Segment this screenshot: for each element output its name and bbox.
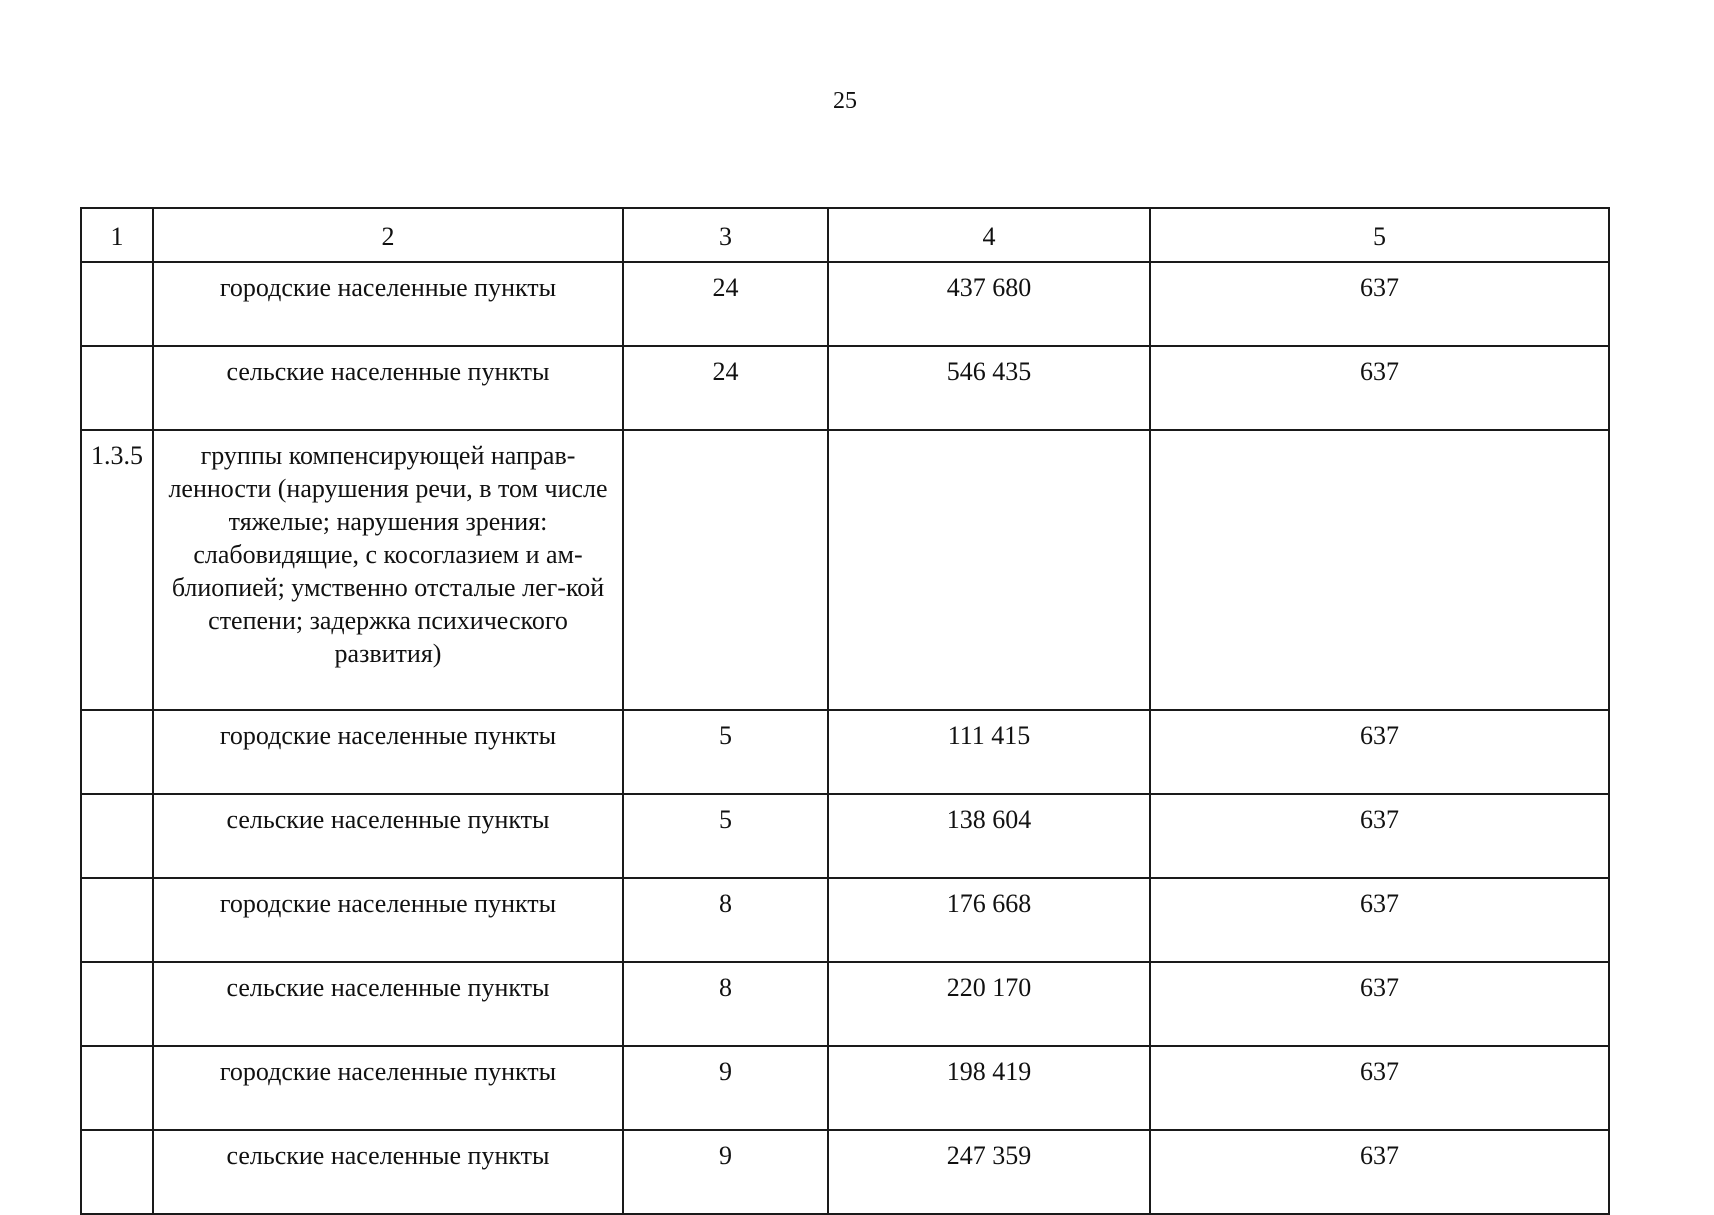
row-col-4: 437 680: [828, 262, 1150, 346]
row-description: городские населенные пункты: [153, 1046, 623, 1130]
table-row-group: [81, 430, 1609, 710]
row-number: [81, 962, 153, 1046]
row-col-3: 9: [623, 1046, 828, 1130]
row-col-3: 5: [623, 794, 828, 878]
table-row: [81, 262, 1609, 346]
row-col-5: 637: [1150, 346, 1609, 430]
row-description: городские населенные пункты: [153, 878, 623, 962]
row-col-3: 8: [623, 962, 828, 1046]
row-col-4: 111 415: [828, 710, 1150, 794]
row-number: [81, 262, 153, 346]
row-col-3: 8: [623, 878, 828, 962]
row-col-5: 637: [1150, 1130, 1609, 1214]
row-col-5: [1150, 430, 1609, 710]
data-table: [80, 207, 1610, 1215]
row-col-4: 247 359: [828, 1130, 1150, 1214]
row-col-5: 637: [1150, 262, 1609, 346]
table-header-row: [81, 208, 1609, 262]
row-col-3: [623, 430, 828, 710]
row-col-4: 138 604: [828, 794, 1150, 878]
row-description: сельские населенные пункты: [153, 794, 623, 878]
table-row: [81, 878, 1609, 962]
row-number: [81, 346, 153, 430]
table-row: [81, 962, 1609, 1046]
row-number: [81, 1130, 153, 1214]
table-row: [81, 346, 1609, 430]
header-cell-5: 5: [1150, 208, 1609, 262]
row-col-5: 637: [1150, 1046, 1609, 1130]
row-col-3: 24: [623, 346, 828, 430]
row-col-5: 637: [1150, 710, 1609, 794]
row-number: [81, 878, 153, 962]
row-col-4: [828, 430, 1150, 710]
row-col-4: 546 435: [828, 346, 1150, 430]
table-row: [81, 710, 1609, 794]
header-cell-2: 2: [153, 208, 623, 262]
row-description: городские населенные пункты: [153, 262, 623, 346]
row-description: сельские населенные пункты: [153, 962, 623, 1046]
row-col-4: 198 419: [828, 1046, 1150, 1130]
header-cell-3: 3: [623, 208, 828, 262]
row-col-5: 637: [1150, 794, 1609, 878]
row-number: [81, 794, 153, 878]
row-col-5: 637: [1150, 878, 1609, 962]
table-row: [81, 1130, 1609, 1214]
row-description: городские населенные пункты: [153, 710, 623, 794]
header-cell-4: 4: [828, 208, 1150, 262]
page-number: 25: [833, 88, 857, 114]
row-col-3: 9: [623, 1130, 828, 1214]
row-number: 1.3.5: [81, 430, 153, 710]
table-row: [81, 1046, 1609, 1130]
header-cell-1: 1: [81, 208, 153, 262]
table-row: [81, 794, 1609, 878]
row-col-5: 637: [1150, 962, 1609, 1046]
row-number: [81, 1046, 153, 1130]
row-col-4: 176 668: [828, 878, 1150, 962]
row-description: сельские населенные пункты: [153, 1130, 623, 1214]
row-description: сельские населенные пункты: [153, 346, 623, 430]
row-description: группы компенсирующей направ-ленности (нарушения речи, в том числе тяжелые; нарушения зрения: слабовидящие, с косоглазием и ам-блиопией; умственно отсталые лег-кой степени; задержка психического развития): [153, 430, 623, 710]
row-col-4: 220 170: [828, 962, 1150, 1046]
row-col-3: 24: [623, 262, 828, 346]
row-number: [81, 710, 153, 794]
row-col-3: 5: [623, 710, 828, 794]
